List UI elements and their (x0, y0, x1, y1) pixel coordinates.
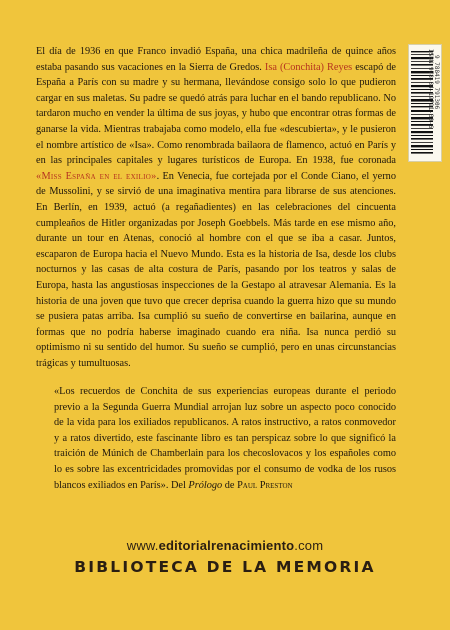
publisher-website[interactable] (0, 538, 450, 553)
isbn-digits: 9 788419 791306 (433, 55, 440, 110)
quote-text: «Los recuerdos de Conchita de sus experiencias europeas durante el periodo previo a la Segunda Guerra Mundial arrojan luz sobre un aspecto poco conocido de la vida para los exiliados republicanos. A ratos instructivo, a ratos conmovedor y a ratos divertido, este fascinante libro es tan perspicaz sobre lo que significó la traición de Múnich de Chamberlain para los checoslovacos y los españoles como lo es sobre las excentricidades promovidas por el consumo de vodka de los rusos blancos exiliados en París». (54, 386, 396, 491)
synopsis-text (36, 44, 396, 371)
url-prefix: www. (126, 538, 159, 553)
synopsis-part-2: escapó de España a París con su madre y su hermana, llevándose consigo solo lo que pudieron cargar en sus maletas. Su padre se quedó atrás para luchar en el bando republicano. No tardaron mucho en vender la última de sus joyas, y hubo que encontrar otras formas de ganarse la vida. Mientras trabajaba como modelo, ella fue «descubierta», y le pusieron el nombre artístico de «Isa». Como renombrada bailaora de flamenco, actuó en París y en las principales capitales y lugares turísticos de Europa. En 1938, fue coronada (36, 61, 396, 167)
synopsis-part-1: El día de 1936 en que Franco invadió España, una chica madrileña de quince años estaba pasando sus vacaciones en la Sierra de Gredos. (36, 46, 396, 73)
isbn-barcode (408, 44, 442, 162)
isbn-small-text: ISBN 978-84-19791-30-6 (427, 49, 434, 129)
series-title: BIBLIOTECA DE LA MEMORIA (74, 558, 376, 576)
url-domain: editorialrenacimiento (158, 538, 295, 553)
prologue-quote (54, 384, 396, 493)
quote-source-mid: de (222, 479, 238, 491)
quote-source-work: Prólogo (188, 479, 223, 491)
url-suffix: .com (294, 538, 324, 553)
award-title: «Miss España en el exilio» (36, 170, 157, 182)
synopsis-part-3: . En Venecia, fue cortejada por el Conde Ciano, el yerno de Mussolini, y se sirvió de una imaginativa mentira para librarse de sus atenciones. En Berlín, en 1939, actuó (a regañadientes) en las celebraciones del cincuenta cumpleaños de Hitler organizadas por Joseph Goebbels. Más tarde en ese mismo año, durante un tour en Atenas, conoció al hombre con el que se iba a casar. Juntos, escaparon de Europa hacia el Nuevo Mundo. Esta es la historia de Isa, desde los clubs nocturnos y las casas de alta costura de París, pasando por los teatros y salas de Europa, hasta las angustiosas inspecciones de la Gestapo al atravesar Alemania. Es la historia de una joven que tuvo que crecer deprisa cuando la guerra hizo que su mundo se pusiera patas arriba. Isa cumplió su sueño de convertirse en bailarina, aunque en formas que no podría haberse imaginado cuando era niña. Isa nunca perdió su optimismo ni su sentido del humor. Su sueño se cumplió, pero en unas circunstancias trágicas y tumultuosas. (36, 170, 396, 369)
synopsis-paragraph (36, 44, 396, 371)
quote-author: Paul Preston (237, 479, 293, 491)
quote-source (171, 480, 293, 491)
quote-source-prefix: Del (170, 479, 189, 491)
protagonist-name: Isa (Conchita) Reyes (264, 61, 353, 73)
